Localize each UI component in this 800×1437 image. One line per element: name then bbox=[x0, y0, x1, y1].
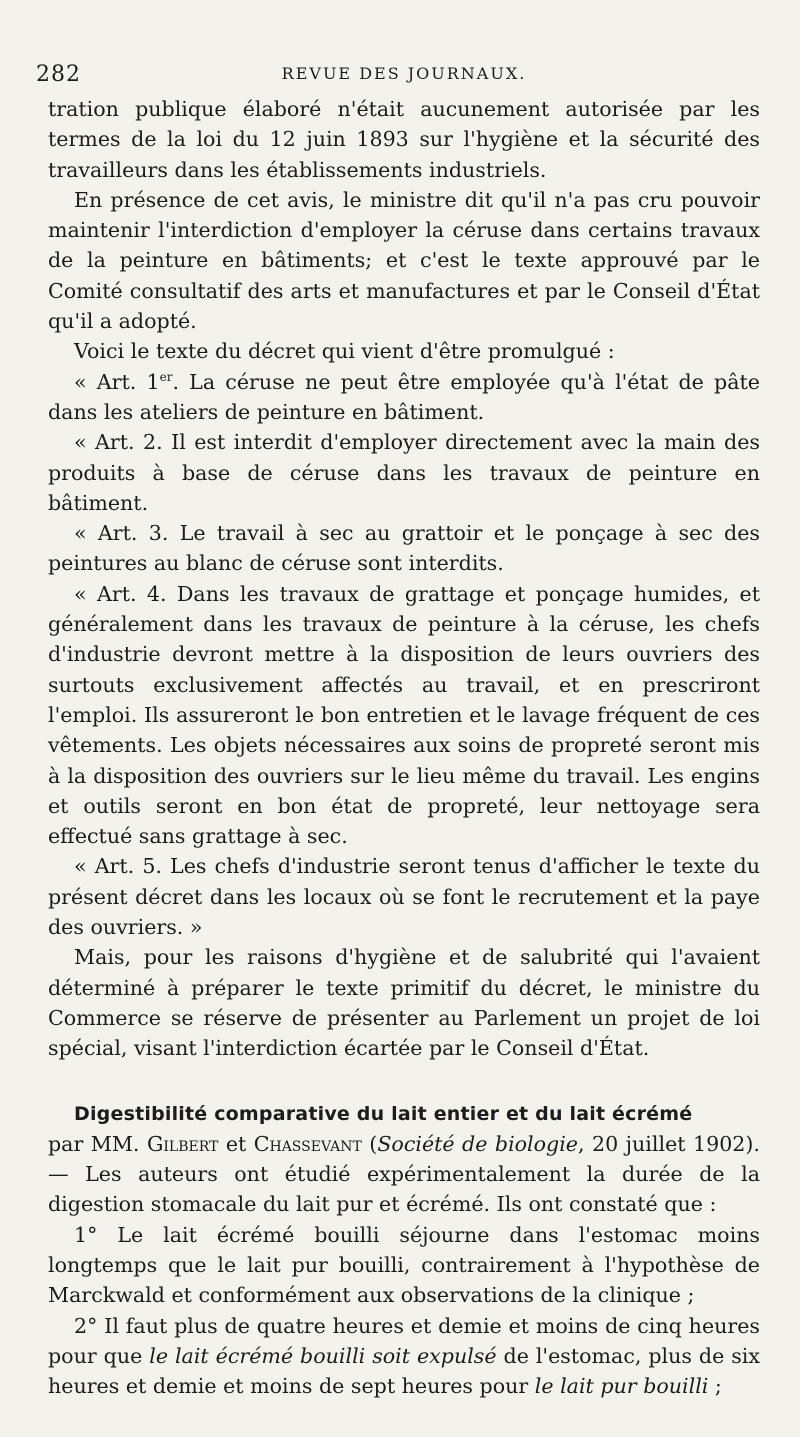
section-title: Digestibilité comparative du lait entier et du lait écrémé bbox=[74, 1102, 693, 1125]
finding-2-italic-2: le lait pur bouilli bbox=[534, 1374, 709, 1399]
finding-1: 1° Le lait écrémé bouilli séjourne dans l'estomac moins longtemps que le lait pur bouilli, contrairement à l'hypothèse de Marckwald et conformément aux observations de la clinique ; bbox=[48, 1222, 760, 1308]
author-chassevant: Chassevant bbox=[253, 1131, 362, 1156]
author-gilbert: Gilbert bbox=[146, 1131, 219, 1156]
paragraph-minister-decision: En présence de cet avis, le ministre dit qu'il n'a pas cru pouvoir maintenir l'interdiction d'employer la céruse dans certains travaux de la peinture en bâtiments; et c'est le texte approuvé par le Comité consultatif des arts et manufactures et par le Conseil d'État qu'il a adopté. bbox=[48, 187, 760, 334]
journal-title: REVUE DES JOURNAUX. bbox=[281, 64, 527, 83]
section-intro: — Les auteurs ont étudié expérimentalement la durée de la digestion stomacale du lait pur et écrémé. Ils ont constaté que : bbox=[48, 1162, 760, 1217]
article-1-text: . La céruse ne peut être employée qu'à l'état de pâte dans les ateliers de peinture en bâtiment. bbox=[48, 369, 760, 424]
section-gap bbox=[48, 1064, 760, 1098]
running-head bbox=[36, 52, 760, 94]
decree-article-1 bbox=[48, 367, 760, 428]
article-1-ordinal: er bbox=[159, 369, 173, 384]
byline-paren: ( bbox=[361, 1131, 378, 1156]
decree-article-2: « Art. 2. Il est interdit d'employer directement avec la main des produits à base de céruse dans les travaux de peinture en bâtiment. bbox=[48, 430, 760, 515]
section-byline bbox=[48, 1129, 760, 1220]
finding-2 bbox=[48, 1311, 760, 1402]
byline-prefix: par MM. bbox=[48, 1131, 147, 1156]
decree-article-4: « Art. 4. Dans les travaux de grattage et ponçage humides, et généralement dans les travaux de peinture à la céruse, les chefs d'industrie devront mettre à la disposition de leurs ouvriers des surtouts exclusivement affectés au travail, et en prescriront l'emploi. Ils assureront le bon entretien et le lavage fréquent de ces vêtements. Les objets nécessaires aux soins de propreté seront mis à la disposition des ouvriers sur le lieu même du travail. Les engins et outils seront en bon état de propreté, leur nettoyage sera effectué sans grattage à sec. bbox=[48, 581, 760, 849]
finding-2-italic-1: le lait écrémé bouilli soit expulsé bbox=[149, 1343, 497, 1368]
section-heading bbox=[48, 1098, 760, 1129]
finding-2-part-b: de l'estomac, plus de six heures et demie et moins de sept heures pour bbox=[48, 1343, 761, 1399]
decree-article-3: « Art. 3. Le travail à sec au grattoir et le ponçage à sec des peintures au blanc de céruse sont interdits. bbox=[48, 521, 760, 576]
paragraph-decree-intro: Voici le texte du décret qui vient d'être promulgué : bbox=[74, 339, 615, 364]
paragraph-minister-reservation: Mais, pour les raisons d'hygiène et de salubrité qui l'avaient déterminé à préparer le texte primitif du décret, le ministre du Commerce se réserve de présenter au Parlement un projet de loi spécial, visant l'interdiction écartée par le Conseil d'État. bbox=[48, 945, 760, 1061]
finding-2-part-c: ; bbox=[708, 1374, 722, 1399]
decree-article-5: « Art. 5. Les chefs d'industrie seront tenus d'afficher le texte du présent décret dans les locaux où se font le recrutement et la paye des ouvriers. » bbox=[48, 854, 760, 940]
page-number: 282 bbox=[36, 62, 81, 87]
byline-and: et bbox=[218, 1131, 254, 1156]
article-1-prefix: « Art. 1 bbox=[74, 369, 160, 394]
source-date: , 20 juillet 1902). bbox=[578, 1131, 760, 1156]
source-journal: Société de biologie bbox=[377, 1131, 578, 1156]
article-body bbox=[48, 94, 760, 1401]
paragraph-continuation: tration publique élaboré n'était aucunement autorisée par les termes de la loi du 12 juin 1893 sur l'hygiène et la sécurité des travailleurs dans les établissements industriels. bbox=[48, 97, 760, 182]
finding-2-part-a: 2° Il faut plus de quatre heures et demie et moins de cinq heures pour que bbox=[48, 1313, 760, 1368]
